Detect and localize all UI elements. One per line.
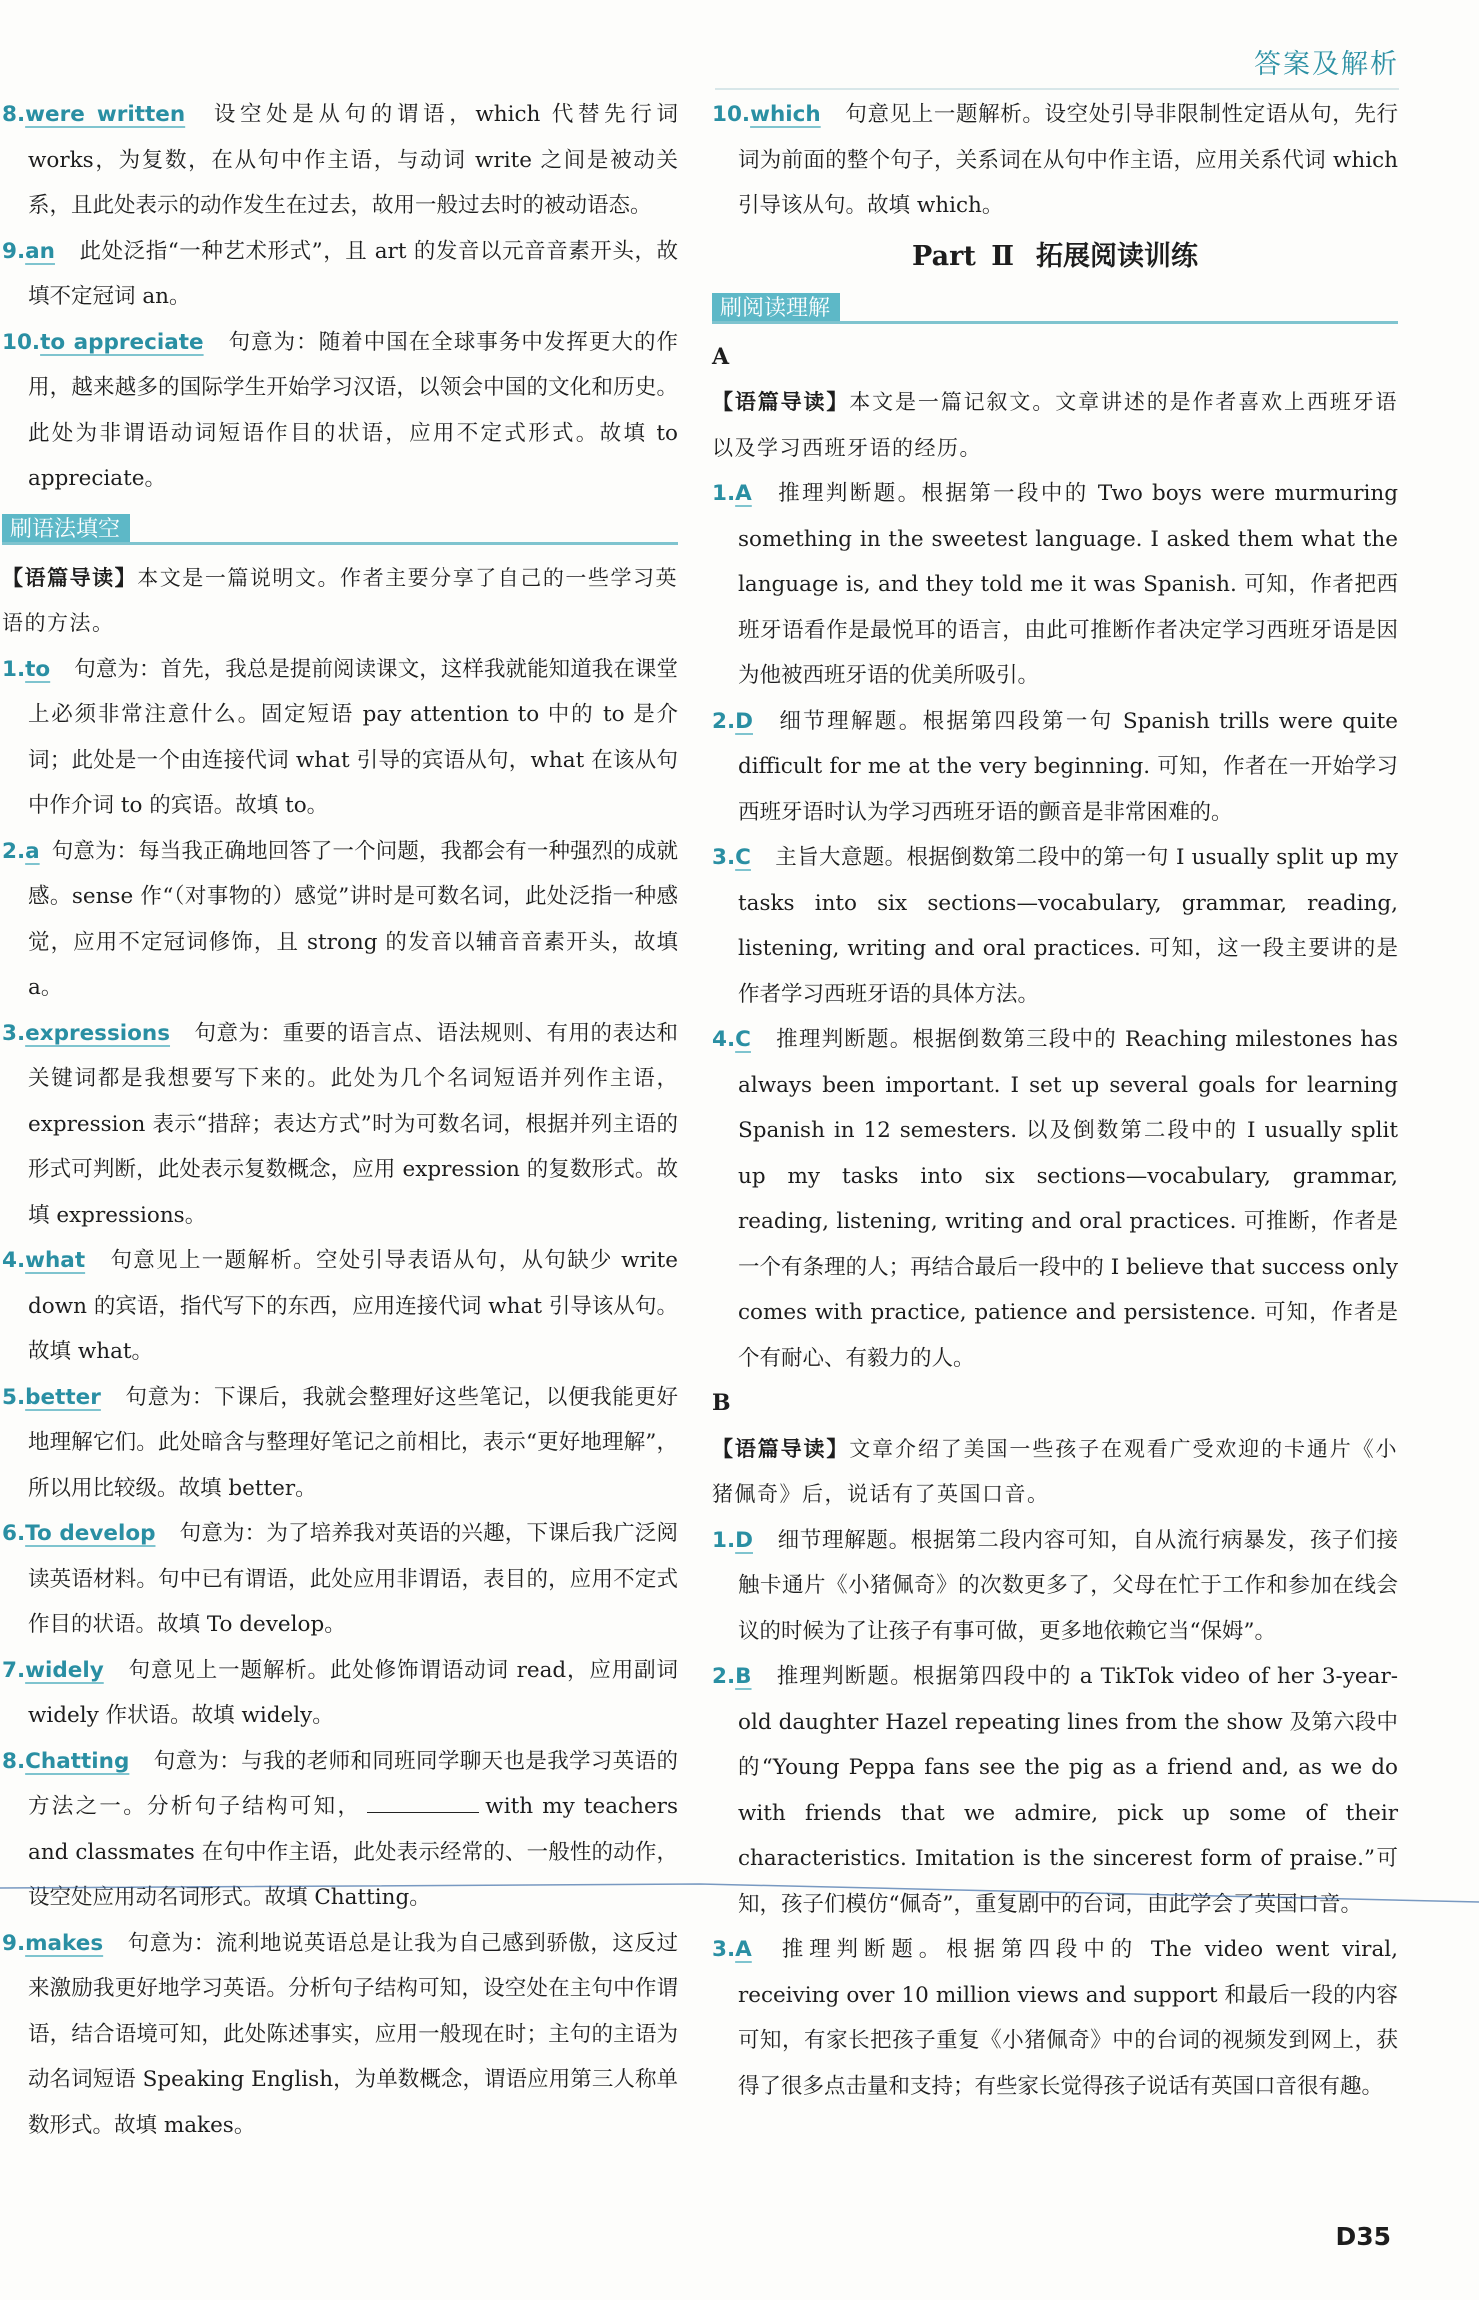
passage-letter: B xyxy=(712,1390,731,1416)
answer-item xyxy=(712,471,1398,699)
item-explanation: 细节理解题。根据第四段第一句 Spanish trills were quite difficult for me at the very beginning. 可知，作者在一开始学习西班牙语时认为学习西班牙语的颤音是非常困难的。 xyxy=(738,708,1398,825)
item-number: 3. xyxy=(712,845,736,870)
answer-item xyxy=(2,647,678,829)
item-explanation: 此处泛指“一种艺术形式”，且 art 的发音以元音音素开头，故填不定冠词 an。 xyxy=(28,238,678,309)
item-number: 8. xyxy=(2,1748,26,1774)
item-number: 10. xyxy=(2,329,41,355)
answer-item xyxy=(2,1238,678,1375)
item-answer: B xyxy=(735,1664,752,1689)
item-answer: makes xyxy=(25,1930,104,1956)
guide-text: 本文是一篇说明文。作者主要分享了自己的一些学习英语的方法。 xyxy=(2,565,679,635)
item-explanation: 推理判断题。根据第一段中的 Two boys were murmuring something in the sweetest language. I asked them what the language is, and they told me it was Spanish. 可知，作者把西班牙语看作是最悦耳的语言，由此可推断作者决定学习西班牙语是因为他被西班牙语的优美所吸引。 xyxy=(738,481,1398,688)
answer-item xyxy=(712,92,1398,229)
section-tag: 刷语法填空 xyxy=(2,514,130,545)
item-explanation: 句意为：重要的语言点、语法规则、有用的表达和关键词都是我想要写下来的。此处为几个名词短语并列作主语，expression 表示“措辞；表达方式”时为可数名词，根据并列主语的形式可判断，此处表示复数概念，应用 expression 的复数形式。故填 expressions。 xyxy=(28,1020,678,1228)
item-explanation: 句意为：流利地说英语总是让我为自己感到骄傲，这反过来激励我更好地学习英语。分析句子结构可知，设空处在主句中作谓语，结合语境可知，此处陈述事实，应用一般现在时；主句的主语为动名词短语 Speaking English，为单数概念，谓语应用第三人称单数形式。故填 makes。 xyxy=(28,1930,678,2138)
answer-item xyxy=(712,835,1398,1017)
item-answer: To develop xyxy=(25,1521,156,1546)
page-number: D35 xyxy=(1335,2222,1391,2251)
answer-item xyxy=(2,229,678,320)
answer-item xyxy=(2,92,678,229)
item-explanation-after: with my teachers and classmates 在句中作主语，此处表示经常的、一般性的动作，设空处应用动名词形式。故填 Chatting。 xyxy=(28,1794,678,1910)
item-answer: to appreciate xyxy=(40,329,204,355)
guide-label: 【语篇导读】 xyxy=(712,390,850,414)
answer-item xyxy=(712,1654,1398,1927)
part-roman-numeral: Ⅱ xyxy=(991,240,1014,272)
answer-item xyxy=(2,1739,678,1921)
item-number: 9. xyxy=(2,1930,26,1956)
item-number: 7. xyxy=(2,1657,26,1683)
item-answer: widely xyxy=(25,1657,104,1683)
section-header-grammar xyxy=(2,514,678,544)
item-answer: C xyxy=(735,845,751,870)
answer-item xyxy=(2,1011,678,1239)
item-answer: were written xyxy=(25,102,186,127)
section-header-reading xyxy=(712,293,1398,323)
item-number: 2. xyxy=(712,1664,736,1689)
part-label: Part xyxy=(912,240,976,272)
header-divider xyxy=(715,88,1399,90)
item-number: 6. xyxy=(2,1521,26,1546)
answer-item xyxy=(2,1375,678,1512)
section-tag: 刷阅读理解 xyxy=(712,293,840,324)
item-explanation: 句意见上一题解析。此处修饰谓语动词 read，应用副词 widely 作状语。故填 widely。 xyxy=(28,1657,678,1728)
left-column xyxy=(2,92,678,2148)
answer-item xyxy=(2,1648,678,1739)
passage-guide xyxy=(712,1427,1398,1518)
guide-label: 【语篇导读】 xyxy=(712,1436,850,1461)
item-explanation: 句意见上一题解析。设空处引导非限制性定语从句，先行词为前面的整个句子，关系词在从句中作主语，应用关系代词 which 引导该从句。故填 which。 xyxy=(738,102,1398,218)
answer-item xyxy=(2,829,678,1011)
item-explanation: 句意见上一题解析。空处引导表语从句，从句缺少 write down 的宾语，指代写下的东西，应用连接代词 what 引导该从句。故填 what。 xyxy=(28,1248,678,1364)
item-explanation: 推理判断题。根据第四段中的 The video went viral, receiving over 10 million views and support 和最后一段的内容可知，有家长把孩子重复《小猪佩奇》中的台词的视频发到网上，获得了很多点击量和支持；有些家长觉得孩子说话有英国口音很有趣。 xyxy=(738,1937,1398,2099)
item-number: 2. xyxy=(712,708,736,734)
item-explanation: 设空处是从句的谓语，which 代替先行词 works，为复数，在从句中作主语，与动词 write 之间是被动关系，且此处表示的动作发生在过去，故用一般过去时的被动语态。 xyxy=(28,102,678,218)
item-explanation: 推理判断题。根据第四段中的 a TikTok video of her 3-year-old daughter Hazel repeating lines from the show 及第六段中的“Young Peppa fans see the pig as a friend and, as we do with friends that we admire, pick up some of their characteristics. Imitation is the sincerest form of praise.”可知，孩子们模仿“佩奇”，重复剧中的台词，由此学会了英国口音。 xyxy=(738,1664,1398,1917)
passage-letter: A xyxy=(712,343,730,370)
item-number: 2. xyxy=(2,838,26,864)
item-answer: Chatting xyxy=(25,1748,130,1774)
answer-item xyxy=(712,699,1398,836)
item-number: 4. xyxy=(712,1027,736,1052)
part-title xyxy=(712,233,1398,281)
item-number: 4. xyxy=(2,1248,26,1273)
item-number: 1. xyxy=(712,481,736,506)
item-explanation: 句意为：随着中国在全球事务中发挥更大的作用，越来越多的国际学生开始学习汉语，以领会中国的文化和历史。此处为非谓语动词短语作目的状语，应用不定式形式。故填 to appreciate。 xyxy=(28,329,678,491)
item-explanation: 细节理解题。根据第二段内容可知，自从流行病暴发，孩子们接触卡通片《小猪佩奇》的次数更多了，父母在忙于工作和参加在线会议的时候为了让孩子有事可做，更多地依赖它当“保姆”。 xyxy=(738,1527,1398,1644)
answer-item xyxy=(712,1927,1398,2109)
answer-item xyxy=(2,1921,678,2149)
item-answer: expressions xyxy=(25,1020,171,1046)
part-name: 拓展阅读训练 xyxy=(1035,240,1198,272)
item-number: 1. xyxy=(2,656,26,682)
passage-guide xyxy=(712,380,1398,471)
item-number: 1. xyxy=(712,1527,736,1553)
item-answer: which xyxy=(750,102,821,127)
item-answer: C xyxy=(735,1027,751,1052)
answer-item xyxy=(2,320,678,502)
item-explanation: 句意为：下课后，我就会整理好这些笔记，以便我能更好地理解它们。此处暗含与整理好笔记之前相比，表示“更好地理解”，所以用比较级。故填 better。 xyxy=(28,1384,678,1501)
item-explanation: 句意为：首先，我总是提前阅读课文，这样我就能知道我在课堂上必须非常注意什么。固定短语 pay attention to 中的 to 是介词；此处是一个由连接代词 what 引导的宾语从句，what 在该从句中作介词 to 的宾语。故填 to。 xyxy=(28,656,678,818)
item-explanation-before: 句意为：与我的老师和同班同学聊天也是我学习英语的方法之一。分析句子结构可知， xyxy=(28,1748,678,1819)
right-column xyxy=(712,92,1398,2109)
item-number: 5. xyxy=(2,1384,26,1410)
item-answer: A xyxy=(735,481,752,506)
answer-item xyxy=(712,1017,1398,1381)
passage-guide xyxy=(2,556,678,647)
item-answer: D xyxy=(735,1527,753,1553)
item-answer: better xyxy=(25,1384,101,1410)
item-number: 10. xyxy=(712,102,751,127)
guide-label: 【语篇导读】 xyxy=(2,565,138,590)
item-explanation: 推理判断题。根据倒数第三段中的 Reaching milestones has always been important. I set up several goals for learning Spanish in 12 semesters. 以及倒数第二段中的 I usually split up my tasks into six sections—vocabulary, grammar, reading, listening, writing and oral practices. 可推断，作者是一个有条理的人；再结合最后一段中的 I believe that success only comes with practice, patience and persistence. 可知，作者是个有耐心、有毅力的人。 xyxy=(738,1027,1398,1371)
item-explanation: 句意为：为了培养我对英语的兴趣，下课后我广泛阅读英语材料。句中已有谓语，此处应用非谓语，表目的，应用不定式作目的状语。故填 To develop。 xyxy=(28,1521,678,1637)
item-explanation: 句意为：每当我正确地回答了一个问题，我都会有一种强烈的成就感。sense 作“（对事物的）感觉”讲时是可数名词，此处泛指一种感觉，应用不定冠词修饰，且 strong 的发音以辅音音素开头，故填 a。 xyxy=(28,838,678,1000)
page-header-title: 答案及解析 xyxy=(1254,49,1399,80)
answer-blank xyxy=(367,1792,479,1813)
item-number: 9. xyxy=(2,238,26,264)
item-number: 3. xyxy=(712,1937,736,1962)
item-answer: a xyxy=(25,838,40,864)
item-answer: to xyxy=(25,656,51,682)
item-answer: what xyxy=(25,1248,86,1273)
guide-text: 本文是一篇记叙文。文章讲述的是作者喜欢上西班牙语以及学习西班牙语的经历。 xyxy=(712,390,1399,460)
item-answer: A xyxy=(735,1937,752,1962)
item-number: 8. xyxy=(2,102,26,127)
item-answer: D xyxy=(735,708,753,734)
guide-text: 文章介绍了美国一些孩子在观看广受欢迎的卡通片《小猪佩奇》后，说话有了英国口音。 xyxy=(712,1436,1399,1506)
item-number: 3. xyxy=(2,1020,26,1046)
item-explanation: 主旨大意题。根据倒数第二段中的第一句 I usually split up my tasks into six sections—vocabulary, grammar, reading, listening, writing and oral practices. 可知，这一段主要讲的是作者学习西班牙语的具体方法。 xyxy=(738,845,1398,1007)
answer-item xyxy=(712,1518,1398,1655)
item-answer: an xyxy=(25,238,55,264)
answer-item xyxy=(2,1511,678,1648)
